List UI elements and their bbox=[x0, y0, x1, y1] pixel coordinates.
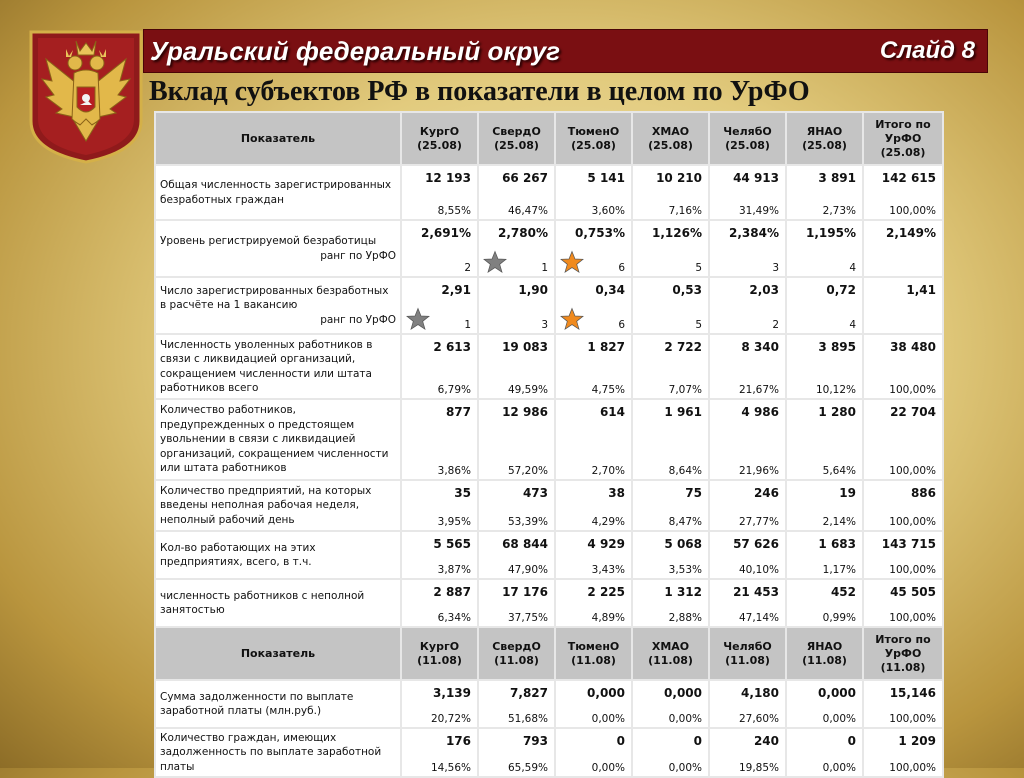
cell-value: 0 bbox=[693, 734, 702, 748]
cell-share: 49,59% bbox=[507, 384, 548, 396]
cell-value: 246 bbox=[753, 486, 779, 500]
region-title: Уральский федеральный округ bbox=[150, 36, 561, 66]
cell-share: 53,39% bbox=[507, 516, 548, 528]
cell-value: 5 141 bbox=[587, 171, 625, 185]
value-cell bbox=[864, 580, 942, 626]
cell-value: 7,827 bbox=[510, 686, 548, 700]
cell-value: 66 267 bbox=[502, 171, 548, 185]
row-label-cell bbox=[156, 481, 400, 530]
cell-share: 40,10% bbox=[738, 564, 779, 576]
cell-value: 17 176 bbox=[502, 585, 548, 599]
value-cell bbox=[556, 481, 631, 530]
value-cell bbox=[710, 166, 785, 219]
cell-value: 19 bbox=[839, 486, 856, 500]
value-cell bbox=[633, 278, 708, 333]
cell-share: 5 bbox=[695, 262, 702, 274]
cell-share: 0,00% bbox=[591, 762, 625, 774]
cell-value: 2,149% bbox=[886, 226, 936, 240]
slide-number: Слайд 8 bbox=[879, 37, 975, 64]
row-label: Общая численность зарегистрированных безработных граждан bbox=[160, 179, 392, 206]
cell-value: 2 887 bbox=[433, 585, 471, 599]
cell-share: 100,00% bbox=[889, 612, 936, 624]
value-cell bbox=[633, 400, 708, 479]
cell-value: 0,000 bbox=[664, 686, 702, 700]
cell-value: 10 210 bbox=[656, 171, 702, 185]
row-label: Количество работников, предупрежденных о предстоящем увольнении в связи с ликвидацией организаций, сокращением численности или штата работников bbox=[160, 404, 389, 475]
table-row bbox=[156, 681, 942, 727]
slide-subtitle: Вклад субъектов РФ в показатели в целом по УрФО bbox=[149, 76, 810, 107]
cell-share: 6,79% bbox=[437, 384, 471, 396]
cell-share: 0,00% bbox=[591, 713, 625, 725]
row-label-cell bbox=[156, 681, 400, 727]
cell-value: 3 895 bbox=[818, 340, 856, 354]
value-cell bbox=[402, 729, 477, 776]
row-label: Кол-во работающих на этих предприятиях, всего, в т.ч. bbox=[160, 541, 316, 568]
cell-value: 22 704 bbox=[890, 405, 936, 419]
row-label: Уровень регистрируемой безработицы bbox=[160, 235, 377, 247]
value-cell bbox=[479, 532, 554, 578]
header-column: ЧелябО (25.08) bbox=[710, 113, 785, 164]
cell-share: 3,87% bbox=[437, 564, 471, 576]
value-cell bbox=[479, 481, 554, 530]
value-cell bbox=[787, 400, 862, 479]
table-row bbox=[156, 532, 942, 578]
cell-share: 8,47% bbox=[668, 516, 702, 528]
cell-share: 7,16% bbox=[668, 205, 702, 217]
cell-value: 44 913 bbox=[733, 171, 779, 185]
value-cell bbox=[864, 221, 942, 276]
cell-share: 4 bbox=[849, 262, 856, 274]
cell-share: 21,67% bbox=[738, 384, 779, 396]
cell-share: 46,47% bbox=[507, 205, 548, 217]
cell-share: 51,68% bbox=[507, 713, 548, 725]
table-row bbox=[156, 400, 942, 479]
cell-value: 2 722 bbox=[664, 340, 702, 354]
cell-share: 3 bbox=[541, 319, 548, 331]
cell-share: 47,14% bbox=[738, 612, 779, 624]
row-label-cell bbox=[156, 278, 400, 333]
cell-value: 1,195% bbox=[806, 226, 856, 240]
table-row bbox=[156, 580, 942, 626]
value-cell bbox=[402, 681, 477, 727]
value-cell bbox=[787, 481, 862, 530]
value-cell bbox=[787, 729, 862, 776]
header-bar bbox=[143, 29, 988, 73]
table-row bbox=[156, 221, 942, 276]
row-label-cell bbox=[156, 729, 400, 776]
value-cell bbox=[710, 580, 785, 626]
value-cell bbox=[787, 278, 862, 333]
cell-value: 12 193 bbox=[425, 171, 471, 185]
cell-share: 3,43% bbox=[591, 564, 625, 576]
cell-share: 14,56% bbox=[430, 762, 471, 774]
cell-share: 3 bbox=[772, 262, 779, 274]
cell-value: 4 986 bbox=[741, 405, 779, 419]
value-cell bbox=[787, 166, 862, 219]
value-cell bbox=[633, 580, 708, 626]
value-cell bbox=[710, 481, 785, 530]
cell-value: 2,03 bbox=[749, 283, 779, 297]
value-cell bbox=[787, 681, 862, 727]
table-header-row-1 bbox=[156, 113, 942, 164]
row-label: численность работников с неполной занятостью bbox=[160, 589, 365, 616]
cell-share: 19,85% bbox=[738, 762, 779, 774]
cell-value: 45 505 bbox=[890, 585, 936, 599]
value-cell bbox=[864, 166, 942, 219]
value-cell bbox=[402, 278, 477, 333]
cell-value: 8 340 bbox=[741, 340, 779, 354]
cell-share: 27,60% bbox=[738, 713, 779, 725]
cell-value: 2 225 bbox=[587, 585, 625, 599]
cell-share: 6 bbox=[618, 262, 625, 274]
row-label-cell bbox=[156, 221, 400, 276]
value-cell bbox=[479, 681, 554, 727]
value-cell bbox=[787, 221, 862, 276]
cell-value: 0,000 bbox=[818, 686, 856, 700]
value-cell bbox=[479, 221, 554, 276]
value-cell bbox=[633, 335, 708, 398]
cell-share: 100,00% bbox=[889, 564, 936, 576]
cell-value: 1 827 bbox=[587, 340, 625, 354]
value-cell bbox=[479, 400, 554, 479]
cell-share: 2,88% bbox=[668, 612, 702, 624]
value-cell bbox=[633, 532, 708, 578]
table-row bbox=[156, 335, 942, 398]
cell-share: 0,00% bbox=[822, 713, 856, 725]
value-cell bbox=[864, 335, 942, 398]
value-cell bbox=[479, 729, 554, 776]
cell-share: 1 bbox=[541, 262, 548, 274]
table-row bbox=[156, 278, 942, 333]
header-column: ТюменО (25.08) bbox=[556, 113, 631, 164]
cell-share: 3,86% bbox=[437, 465, 471, 477]
rank-label: ранг по УрФО bbox=[320, 249, 396, 262]
value-cell bbox=[864, 532, 942, 578]
row-label-cell bbox=[156, 580, 400, 626]
cell-share: 3,95% bbox=[437, 516, 471, 528]
value-cell bbox=[556, 166, 631, 219]
row-label-cell bbox=[156, 400, 400, 479]
cell-share: 0,00% bbox=[668, 713, 702, 725]
value-cell bbox=[402, 481, 477, 530]
cell-value: 4,180 bbox=[741, 686, 779, 700]
cell-share: 2,70% bbox=[591, 465, 625, 477]
cell-value: 1 683 bbox=[818, 537, 856, 551]
header-column: ХМАО (11.08) bbox=[633, 628, 708, 679]
cell-value: 0,753% bbox=[575, 226, 625, 240]
cell-share: 4 bbox=[849, 319, 856, 331]
star-icon bbox=[483, 250, 507, 274]
value-cell bbox=[710, 729, 785, 776]
cell-share: 8,64% bbox=[668, 465, 702, 477]
cell-share: 5 bbox=[695, 319, 702, 331]
cell-value: 0 bbox=[847, 734, 856, 748]
cell-share: 4,75% bbox=[591, 384, 625, 396]
value-cell bbox=[787, 580, 862, 626]
header-column: ЧелябО (11.08) bbox=[710, 628, 785, 679]
coat-of-arms-emblem bbox=[28, 29, 144, 165]
cell-value: 4 929 bbox=[587, 537, 625, 551]
value-cell bbox=[710, 400, 785, 479]
table-row bbox=[156, 481, 942, 530]
row-label-cell bbox=[156, 532, 400, 578]
cell-share: 8,55% bbox=[437, 205, 471, 217]
cell-value: 12 986 bbox=[502, 405, 548, 419]
header-column: ЯНАО (25.08) bbox=[787, 113, 862, 164]
value-cell bbox=[710, 532, 785, 578]
cell-share: 10,12% bbox=[815, 384, 856, 396]
value-cell bbox=[556, 532, 631, 578]
cell-share: 0,00% bbox=[668, 762, 702, 774]
cell-value: 68 844 bbox=[502, 537, 548, 551]
cell-share: 37,75% bbox=[507, 612, 548, 624]
cell-share: 20,72% bbox=[430, 713, 471, 725]
value-cell bbox=[479, 335, 554, 398]
header-column: ХМАО (25.08) bbox=[633, 113, 708, 164]
cell-share: 100,00% bbox=[889, 205, 936, 217]
value-cell bbox=[710, 221, 785, 276]
value-cell bbox=[556, 729, 631, 776]
value-cell bbox=[556, 400, 631, 479]
indicators-table bbox=[154, 111, 944, 778]
cell-share: 21,96% bbox=[738, 465, 779, 477]
cell-value: 38 480 bbox=[890, 340, 936, 354]
cell-value: 143 715 bbox=[881, 537, 936, 551]
cell-share: 57,20% bbox=[507, 465, 548, 477]
value-cell bbox=[633, 729, 708, 776]
cell-share: 6 bbox=[618, 319, 625, 331]
cell-share: 100,00% bbox=[889, 516, 936, 528]
value-cell bbox=[402, 221, 477, 276]
cell-value: 614 bbox=[599, 405, 625, 419]
cell-value: 1 280 bbox=[818, 405, 856, 419]
cell-value: 176 bbox=[445, 734, 471, 748]
cell-value: 1 312 bbox=[664, 585, 702, 599]
cell-share: 3,60% bbox=[591, 205, 625, 217]
header-column: КургО (25.08) bbox=[402, 113, 477, 164]
value-cell bbox=[633, 681, 708, 727]
cell-value: 5 068 bbox=[664, 537, 702, 551]
cell-share: 5,64% bbox=[822, 465, 856, 477]
star-icon bbox=[560, 307, 584, 331]
star-icon bbox=[560, 250, 584, 274]
cell-value: 0,34 bbox=[595, 283, 625, 297]
header-indicator: Показатель bbox=[156, 628, 400, 679]
cell-share: 4,89% bbox=[591, 612, 625, 624]
header-column: СвердО (25.08) bbox=[479, 113, 554, 164]
value-cell bbox=[556, 681, 631, 727]
value-cell bbox=[864, 681, 942, 727]
cell-share: 2,73% bbox=[822, 205, 856, 217]
value-cell bbox=[402, 166, 477, 219]
cell-value: 877 bbox=[445, 405, 471, 419]
table-body-1 bbox=[156, 166, 942, 626]
value-cell bbox=[479, 580, 554, 626]
table-header-row-2 bbox=[156, 628, 942, 679]
cell-value: 75 bbox=[685, 486, 702, 500]
value-cell bbox=[556, 221, 631, 276]
cell-value: 0,53 bbox=[672, 283, 702, 297]
cell-value: 2,91 bbox=[441, 283, 471, 297]
header-column: Итого по УрФО (25.08) bbox=[864, 113, 942, 164]
cell-value: 3,139 bbox=[433, 686, 471, 700]
cell-value: 473 bbox=[522, 486, 548, 500]
cell-share: 7,07% bbox=[668, 384, 702, 396]
header-column: ЯНАО (11.08) bbox=[787, 628, 862, 679]
cell-value: 452 bbox=[830, 585, 856, 599]
value-cell bbox=[402, 335, 477, 398]
cell-value: 21 453 bbox=[733, 585, 779, 599]
cell-value: 0,000 bbox=[587, 686, 625, 700]
row-label-cell bbox=[156, 335, 400, 398]
value-cell bbox=[402, 400, 477, 479]
row-label-cell bbox=[156, 166, 400, 219]
value-cell bbox=[864, 278, 942, 333]
row-label: Количество предприятий, на которых введены неполная рабочая неделя, неполный рабочий день bbox=[160, 484, 372, 526]
cell-value: 1 209 bbox=[898, 734, 936, 748]
cell-value: 2,691% bbox=[421, 226, 471, 240]
cell-share: 100,00% bbox=[889, 762, 936, 774]
cell-value: 3 891 bbox=[818, 171, 856, 185]
cell-share: 100,00% bbox=[889, 465, 936, 477]
header-column: ТюменО (11.08) bbox=[556, 628, 631, 679]
value-cell bbox=[710, 335, 785, 398]
cell-value: 2,780% bbox=[498, 226, 548, 240]
value-cell bbox=[710, 681, 785, 727]
cell-share: 47,90% bbox=[507, 564, 548, 576]
value-cell bbox=[633, 221, 708, 276]
row-label: Число зарегистрированных безработных в расчёте на 1 вакансию bbox=[160, 284, 389, 312]
cell-share: 4,29% bbox=[591, 516, 625, 528]
cell-value: 19 083 bbox=[502, 340, 548, 354]
cell-share: 100,00% bbox=[889, 713, 936, 725]
cell-value: 38 bbox=[608, 486, 625, 500]
cell-value: 2,384% bbox=[729, 226, 779, 240]
header-column: Итого по УрФО (11.08) bbox=[864, 628, 942, 679]
cell-value: 57 626 bbox=[733, 537, 779, 551]
value-cell bbox=[864, 729, 942, 776]
table-body-2 bbox=[156, 681, 942, 776]
row-label: Сумма задолженности по выплате заработной платы (млн.руб.) bbox=[160, 690, 354, 717]
cell-share: 1 bbox=[464, 319, 471, 331]
cell-value: 5 565 bbox=[433, 537, 471, 551]
cell-share: 65,59% bbox=[507, 762, 548, 774]
cell-share: 3,53% bbox=[668, 564, 702, 576]
value-cell bbox=[556, 278, 631, 333]
header-column: СвердО (11.08) bbox=[479, 628, 554, 679]
header-indicator: Показатель bbox=[156, 113, 400, 164]
value-cell bbox=[864, 400, 942, 479]
row-label: Численность уволенных работников в связи с ликвидацией организаций, сокращением численности или штата работников всего bbox=[160, 338, 373, 394]
cell-value: 1,126% bbox=[652, 226, 702, 240]
cell-value: 793 bbox=[522, 734, 548, 748]
star-icon bbox=[406, 307, 430, 331]
cell-share: 0,00% bbox=[822, 762, 856, 774]
cell-value: 0,72 bbox=[826, 283, 856, 297]
cell-value: 240 bbox=[753, 734, 779, 748]
value-cell bbox=[479, 166, 554, 219]
cell-value: 1,90 bbox=[518, 283, 548, 297]
cell-share: 2 bbox=[772, 319, 779, 331]
table-row bbox=[156, 166, 942, 219]
value-cell bbox=[633, 166, 708, 219]
cell-value: 886 bbox=[910, 486, 936, 500]
cell-share: 27,77% bbox=[738, 516, 779, 528]
cell-share: 100,00% bbox=[889, 384, 936, 396]
cell-value: 15,146 bbox=[889, 686, 936, 700]
value-cell bbox=[787, 335, 862, 398]
value-cell bbox=[556, 580, 631, 626]
cell-value: 0 bbox=[616, 734, 625, 748]
rank-label: ранг по УрФО bbox=[320, 313, 396, 326]
row-label: Количество граждан, имеющих задолженность по выплате заработной платы bbox=[160, 731, 382, 773]
cell-value: 1,41 bbox=[906, 283, 936, 297]
cell-value: 2 613 bbox=[433, 340, 471, 354]
value-cell bbox=[864, 481, 942, 530]
value-cell bbox=[710, 278, 785, 333]
cell-share: 0,99% bbox=[822, 612, 856, 624]
value-cell bbox=[402, 580, 477, 626]
cell-share: 2 bbox=[464, 262, 471, 274]
cell-share: 2,14% bbox=[822, 516, 856, 528]
table-header-2 bbox=[156, 628, 942, 679]
value-cell bbox=[402, 532, 477, 578]
value-cell bbox=[633, 481, 708, 530]
cell-value: 1 961 bbox=[664, 405, 702, 419]
header-column: КургО (11.08) bbox=[402, 628, 477, 679]
cell-share: 31,49% bbox=[738, 205, 779, 217]
cell-share: 6,34% bbox=[437, 612, 471, 624]
value-cell bbox=[556, 335, 631, 398]
cell-value: 35 bbox=[454, 486, 471, 500]
table-row bbox=[156, 729, 942, 776]
value-cell bbox=[479, 278, 554, 333]
cell-value: 142 615 bbox=[881, 171, 936, 185]
value-cell bbox=[787, 532, 862, 578]
cell-share: 1,17% bbox=[822, 564, 856, 576]
